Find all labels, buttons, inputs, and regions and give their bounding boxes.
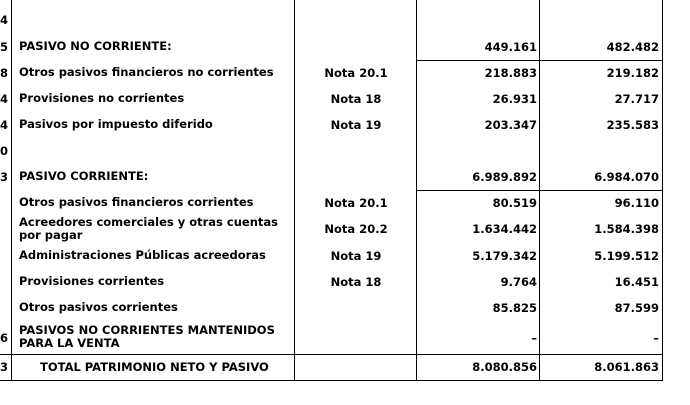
- row-label: PASIVO NO CORRIENTE:: [19, 39, 172, 53]
- rule-under-pnc: [416, 60, 663, 61]
- rule-under-pc: [416, 190, 663, 191]
- row-label: PASIVO CORRIENTE:: [19, 169, 149, 183]
- row-label: Pasivos por impuesto diferido: [19, 117, 213, 131]
- row-index: 4: [0, 92, 9, 106]
- row-note: Nota 20.1: [324, 66, 388, 80]
- row-value-2: 5.199.512: [594, 249, 659, 263]
- total-value-2: 8.061.863: [594, 360, 659, 374]
- row-value-1: 1.634.442: [472, 222, 537, 236]
- row-label: PASIVOS NO CORRIENTES MANTENIDOS PARA LA VENTA: [19, 323, 275, 350]
- row-note: Nota 20.2: [324, 222, 388, 236]
- row-value-1: 218.883: [484, 66, 537, 80]
- row-label: Provisiones corrientes: [19, 274, 165, 288]
- row-label: Provisiones no corrientes: [19, 91, 185, 105]
- row-note: Nota 18: [330, 275, 382, 289]
- row-index: 4: [0, 13, 9, 27]
- total-value-1: 8.080.856: [472, 360, 537, 374]
- row-index: 3: [0, 170, 9, 184]
- row-note: Nota 18: [330, 92, 382, 106]
- row-value-2: 482.482: [606, 40, 659, 54]
- row-value-1: 5.179.342: [472, 249, 537, 263]
- row-value-2: 87.599: [614, 301, 659, 315]
- row-index: 4: [0, 118, 9, 132]
- row-index: 6: [0, 331, 9, 345]
- row-value-2: 6.984.070: [594, 170, 659, 184]
- row-index: 8: [0, 66, 9, 80]
- row-value-1: 85.825: [492, 301, 537, 315]
- row-value-1: –: [531, 331, 537, 345]
- row-value-2: –: [653, 331, 659, 345]
- row-note: Nota 19: [330, 249, 382, 263]
- row-value-2: 235.583: [606, 118, 659, 132]
- row-value-1: 449.161: [484, 40, 537, 54]
- row-note: Nota 19: [330, 118, 382, 132]
- row-value-1: 9.764: [500, 275, 537, 289]
- row-value-2: 16.451: [614, 275, 659, 289]
- row-value-2: 27.717: [614, 92, 659, 106]
- row-index: 5: [0, 40, 9, 54]
- row-value-1: 80.519: [492, 196, 537, 210]
- row-index: 0: [0, 144, 9, 158]
- total-label: TOTAL PATRIMONIO NETO Y PASIVO: [40, 360, 269, 374]
- row-value-2: 96.110: [614, 196, 659, 210]
- row-value-1: 6.989.892: [472, 170, 537, 184]
- row-value-2: 219.182: [606, 66, 659, 80]
- row-value-1: 26.931: [492, 92, 537, 106]
- rule-concept: [294, 0, 295, 381]
- rule-left: [11, 0, 12, 381]
- row-value-2: 1.584.398: [594, 222, 659, 236]
- row-note: Nota 20.1: [324, 196, 388, 210]
- row-label: Acreedores comerciales y otras cuentas por pagar: [19, 215, 278, 242]
- row-label: Otros pasivos corrientes: [19, 300, 178, 314]
- row-index: 3: [0, 360, 9, 374]
- rule-below-total: [0, 380, 663, 381]
- row-label: Otros pasivos financieros no corrientes: [19, 65, 274, 79]
- row-label: Administraciones Públicas acreedoras: [19, 248, 266, 262]
- rule-above-total: [0, 354, 663, 355]
- row-label: Otros pasivos financieros corrientes: [19, 195, 254, 209]
- row-value-1: 203.347: [484, 118, 537, 132]
